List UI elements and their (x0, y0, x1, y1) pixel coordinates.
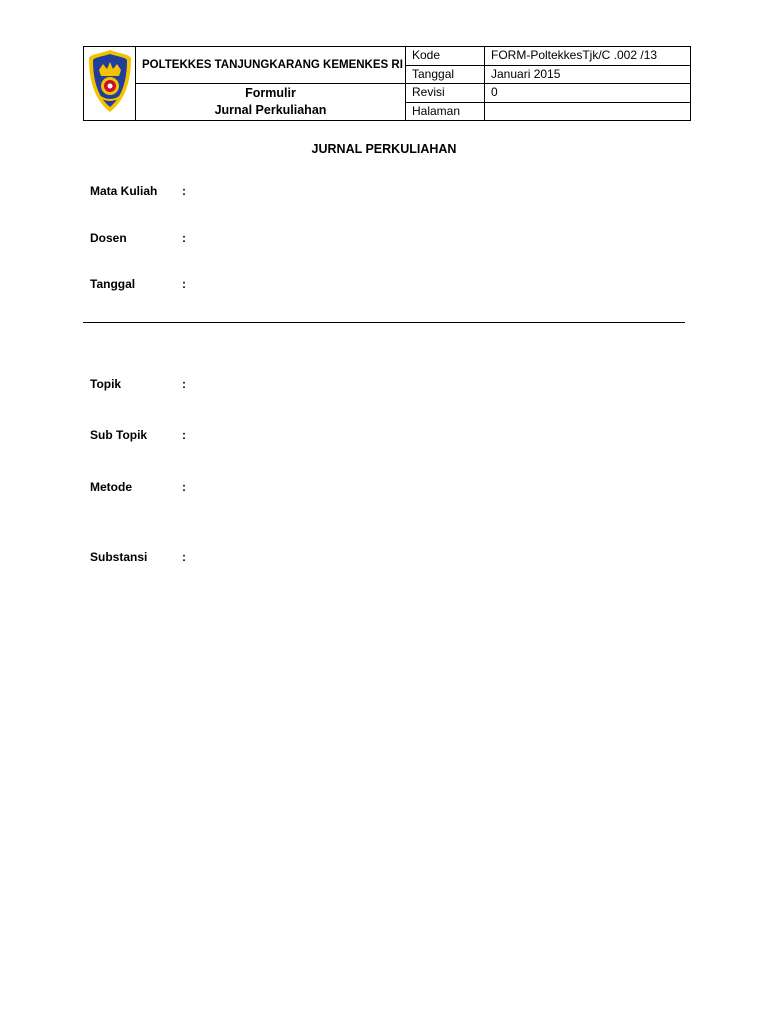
field-colon: : (182, 428, 186, 442)
field-label: Mata Kuliah (90, 184, 158, 198)
document-title: JURNAL PERKULIAHAN (311, 142, 457, 156)
form-title (136, 84, 406, 121)
field-label: Dosen (90, 231, 127, 245)
meta-value-revisi: 0 (485, 84, 691, 103)
field-colon: : (182, 550, 186, 564)
field-colon: : (182, 231, 186, 245)
field-label: Substansi (90, 550, 148, 564)
field-dosen (90, 231, 186, 245)
field-colon: : (182, 277, 186, 291)
form-header-table (83, 46, 691, 121)
form-title-line2: Jurnal Perkuliahan (214, 103, 327, 117)
meta-label-halaman: Halaman (406, 102, 485, 121)
field-label: Tanggal (90, 277, 136, 291)
meta-label-revisi: Revisi (406, 84, 485, 103)
field-colon: : (182, 480, 186, 494)
meta-value-tanggal: Januari 2015 (485, 65, 691, 84)
section-divider (83, 322, 685, 323)
form-title-line1: Formulir (245, 86, 296, 100)
meta-value-kode: FORM-PoltekkesTjk/C .002 /13 (485, 47, 691, 66)
field-label: Metode (90, 480, 132, 494)
institution-name: POLTEKKES TANJUNGKARANG KEMENKES RI (136, 47, 406, 84)
field-topik (90, 377, 186, 391)
meta-label-tanggal: Tanggal (406, 65, 485, 84)
meta-label-kode: Kode (406, 47, 485, 66)
field-mata-kuliah (90, 184, 186, 198)
field-sub-topik (90, 428, 186, 442)
field-label: Sub Topik (90, 428, 148, 442)
logo-cell (84, 47, 136, 121)
field-label: Topik (90, 377, 122, 391)
field-colon: : (182, 377, 186, 391)
field-metode (90, 480, 186, 494)
field-colon: : (182, 184, 186, 198)
meta-value-halaman (485, 102, 691, 121)
poltekkes-emblem-icon (87, 48, 133, 114)
field-tanggal (90, 277, 186, 291)
field-substansi (90, 550, 186, 564)
